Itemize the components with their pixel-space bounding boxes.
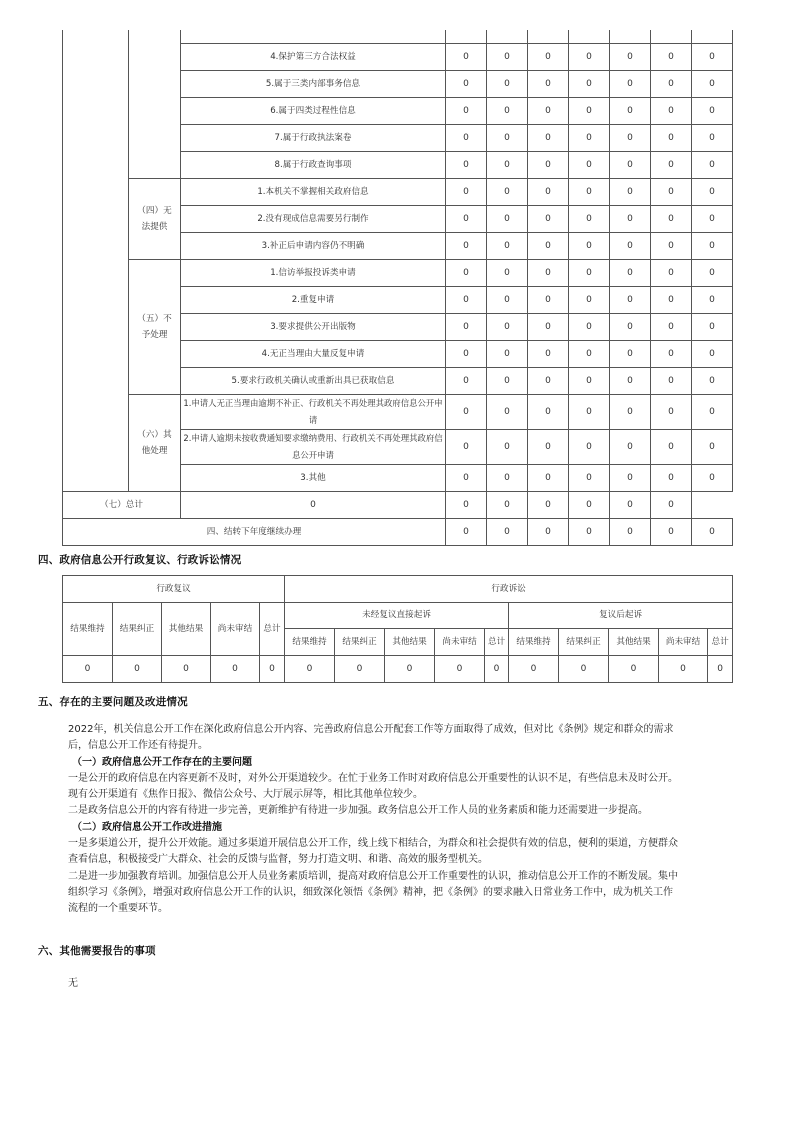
cell-value: 0 — [651, 368, 692, 395]
cell-value: 0 — [446, 287, 487, 314]
cell-value: 0 — [610, 395, 651, 430]
cell-value: 0 — [211, 656, 260, 683]
cell-value: 0 — [651, 125, 692, 152]
cell-value: 0 — [528, 98, 569, 125]
cell-value: 0 — [528, 125, 569, 152]
col-header: 结果纠正 — [113, 603, 162, 656]
section6-body: 无 — [68, 978, 78, 989]
cell-value: 0 — [692, 260, 733, 287]
cell-value: 0 — [435, 656, 485, 683]
cell-value: 0 — [692, 341, 733, 368]
row-label: 3.要求提供公开出版物 — [181, 314, 446, 341]
cell-value: 0 — [446, 179, 487, 206]
cell-value: 0 — [509, 656, 559, 683]
total-label: （七）总计 — [63, 492, 181, 519]
cell-value: 0 — [610, 314, 651, 341]
row-label: 5.要求行政机关确认或重新出具已获取信息 — [181, 368, 446, 395]
cell-value: 0 — [528, 152, 569, 179]
col-header: 总计 — [260, 603, 285, 656]
cell-value: 0 — [569, 44, 610, 71]
cell-value: 0 — [528, 465, 569, 492]
table-row — [63, 44, 733, 71]
group-cell-continued — [129, 44, 181, 179]
cell-value: 0 — [708, 656, 733, 683]
cell-value: 0 — [446, 314, 487, 341]
cell-value: 0 — [692, 152, 733, 179]
cell-value: 0 — [651, 71, 692, 98]
col-header: 结果维持 — [63, 603, 113, 656]
review-litigation-table — [62, 575, 733, 683]
cell-value: 0 — [528, 206, 569, 233]
cell-value: 0 — [569, 395, 610, 430]
cell-value: 0 — [446, 519, 487, 546]
improvement-line: 查看信息，积极接受广大群众、社会的反馈与监督，努力打造文明、和谐、高效的服务型机关。 — [68, 854, 488, 866]
cell-value: 0 — [610, 368, 651, 395]
table1-col-border — [445, 30, 446, 44]
cell-value: 0 — [651, 341, 692, 368]
cell-value: 0 — [487, 233, 528, 260]
cell-value: 0 — [485, 656, 509, 683]
improvement-line: 二是进一步加强教育培训。加强信息公开人员业务素质培训，提高对政府信息公开工作重要性的认识，推动信息公开工作的不断发展。集中 — [68, 870, 678, 882]
cell-value: 0 — [446, 98, 487, 125]
row-label: 1.信访举报投诉类申请 — [181, 260, 446, 287]
row-label: 3.补正后申请内容仍不明确 — [181, 233, 446, 260]
row-label: 6.属于四类过程性信息 — [181, 98, 446, 125]
row-label: 2.申请人逾期未按收费通知要求缴纳费用、行政机关不再处理其政府信息公开申请 — [181, 430, 446, 465]
cell-value: 0 — [446, 206, 487, 233]
table-row-carryover — [63, 519, 733, 546]
section5-heading: 五、存在的主要问题及改进情况 — [38, 696, 188, 708]
cell-value: 0 — [446, 368, 487, 395]
cell-value: 0 — [285, 656, 335, 683]
cell-value: 0 — [487, 44, 528, 71]
cell-value: 0 — [692, 430, 733, 465]
cell-value: 0 — [528, 314, 569, 341]
cell-value: 0 — [569, 152, 610, 179]
problem-line: 一是公开的政府信息在内容更新不及时，对外公开渠道较少。在忙于业务工作时对政府信息公开重要性的认识不足，有些信息未及时公开。 — [68, 772, 678, 784]
cell-value: 0 — [651, 287, 692, 314]
col-header: 其他结果 — [385, 629, 435, 656]
cell-value: 0 — [651, 206, 692, 233]
cell-value: 0 — [610, 341, 651, 368]
cell-value: 0 — [651, 465, 692, 492]
cell-value: 0 — [528, 430, 569, 465]
outer-category-cell — [63, 44, 129, 492]
row-label: 5.属于三类内部事务信息 — [181, 71, 446, 98]
subheading-problems: （一）政府信息公开工作存在的主要问题 — [72, 756, 252, 768]
cell-value: 0 — [528, 341, 569, 368]
cell-value: 0 — [487, 287, 528, 314]
table1-col-border — [527, 30, 528, 44]
cell-value: 0 — [528, 492, 569, 519]
cell-value: 0 — [446, 71, 487, 98]
group-label-unable-to-provide: （四）无法提供 — [129, 179, 181, 260]
cell-value: 0 — [569, 98, 610, 125]
row-label: 8.属于行政查询事项 — [181, 152, 446, 179]
improvement-line: 组织学习《条例》，增强对政府信息公开工作的认识，细致深化领悟《条例》精神，把《条例》的要求融入日常业务工作中，成为机关工作 — [68, 886, 673, 898]
cell-value: 0 — [63, 656, 113, 683]
cell-value: 0 — [487, 314, 528, 341]
cell-value: 0 — [569, 206, 610, 233]
col-header: 结果维持 — [285, 629, 335, 656]
table1-col-border — [568, 30, 569, 44]
cell-value: 0 — [651, 44, 692, 71]
cell-value: 0 — [446, 492, 487, 519]
table1-group-col-border — [180, 30, 181, 44]
cell-value: 0 — [610, 179, 651, 206]
cell-value: 0 — [528, 519, 569, 546]
cell-value: 0 — [610, 430, 651, 465]
cell-value: 0 — [487, 98, 528, 125]
cell-value: 0 — [487, 125, 528, 152]
cell-value: 0 — [610, 206, 651, 233]
cell-value: 0 — [692, 368, 733, 395]
cell-value: 0 — [487, 179, 528, 206]
cell-value: 0 — [446, 430, 487, 465]
cell-value: 0 — [651, 519, 692, 546]
cell-value: 0 — [569, 287, 610, 314]
cell-value: 0 — [610, 233, 651, 260]
cell-value: 0 — [610, 287, 651, 314]
cell-value: 0 — [610, 492, 651, 519]
cell-value: 0 — [692, 71, 733, 98]
cell-value: 0 — [528, 395, 569, 430]
cell-value: 0 — [162, 656, 211, 683]
cell-value: 0 — [528, 233, 569, 260]
cell-value: 0 — [487, 341, 528, 368]
col-header: 其他结果 — [162, 603, 211, 656]
cell-value: 0 — [528, 287, 569, 314]
cell-value: 0 — [260, 656, 285, 683]
table1-col-border — [691, 30, 692, 44]
col-header: 结果纠正 — [559, 629, 609, 656]
row-label: 4.保护第三方合法权益 — [181, 44, 446, 71]
improvement-line: 一是多渠道公开，提升公开效能。通过多渠道开展信息公开工作，线上线下相结合，为群众和社会提供有效的信息，便利的渠道，方便群众 — [68, 838, 678, 850]
cell-value: 0 — [487, 395, 528, 430]
cell-value: 0 — [610, 152, 651, 179]
cell-value: 0 — [692, 519, 733, 546]
admin-litigation-header: 行政诉讼 — [285, 576, 733, 603]
cell-value: 0 — [610, 465, 651, 492]
cell-value: 0 — [569, 260, 610, 287]
table-row — [63, 260, 733, 287]
cell-value: 0 — [651, 179, 692, 206]
cell-value: 0 — [692, 179, 733, 206]
cell-value: 0 — [651, 314, 692, 341]
cell-value: 0 — [609, 656, 659, 683]
cell-value: 0 — [528, 71, 569, 98]
cell-value: 0 — [385, 656, 435, 683]
cell-value: 0 — [651, 98, 692, 125]
cell-value: 0 — [569, 519, 610, 546]
cell-value: 0 — [569, 492, 610, 519]
col-header: 尚未审结 — [435, 629, 485, 656]
cell-value: 0 — [692, 44, 733, 71]
section4-heading: 四、政府信息公开行政复议、行政诉讼情况 — [38, 554, 242, 566]
table1-col-border — [650, 30, 651, 44]
cell-value: 0 — [651, 152, 692, 179]
cell-value: 0 — [651, 492, 692, 519]
cell-value: 0 — [446, 125, 487, 152]
table-row-total — [63, 492, 733, 519]
cell-value: 0 — [569, 341, 610, 368]
carryover-label: 四、结转下年度继续办理 — [63, 519, 446, 546]
cell-value: 0 — [446, 44, 487, 71]
cell-value: 0 — [692, 206, 733, 233]
cell-value: 0 — [446, 233, 487, 260]
cell-value: 0 — [651, 430, 692, 465]
cell-value: 0 — [487, 368, 528, 395]
cell-value: 0 — [610, 98, 651, 125]
cell-value: 0 — [610, 71, 651, 98]
table-row — [63, 395, 733, 430]
after-review-suit-header: 复议后起诉 — [509, 603, 733, 629]
intro-line: 后，信息公开工作还有待提升。 — [68, 740, 208, 752]
cell-value: 0 — [651, 260, 692, 287]
admin-review-header: 行政复议 — [63, 576, 285, 603]
cell-value: 0 — [610, 519, 651, 546]
cell-value: 0 — [659, 656, 708, 683]
table1-col-border — [486, 30, 487, 44]
row-label: 2.没有现成信息需要另行制作 — [181, 206, 446, 233]
cell-value: 0 — [487, 152, 528, 179]
cell-value: 0 — [446, 260, 487, 287]
cell-value: 0 — [651, 233, 692, 260]
cell-value: 0 — [610, 125, 651, 152]
application-handling-table — [62, 43, 733, 546]
table-row — [63, 179, 733, 206]
table-header-row — [63, 576, 733, 603]
group-label-not-processed: （五）不予处理 — [129, 260, 181, 395]
cell-value: 0 — [569, 368, 610, 395]
cell-value: 0 — [528, 44, 569, 71]
cell-value: 0 — [692, 395, 733, 430]
section6-heading: 六、其他需要报告的事项 — [38, 945, 156, 957]
cell-value: 0 — [446, 465, 487, 492]
cell-value: 0 — [692, 125, 733, 152]
table-header-row — [63, 603, 733, 629]
cell-value: 0 — [569, 430, 610, 465]
cell-value: 0 — [487, 465, 528, 492]
direct-suit-header: 未经复议直接起诉 — [285, 603, 509, 629]
cell-value: 0 — [446, 152, 487, 179]
cell-value: 0 — [610, 260, 651, 287]
col-header: 尚未审结 — [211, 603, 260, 656]
subheading-improvements: （二）政府信息公开工作改进措施 — [72, 821, 222, 833]
col-header: 结果纠正 — [335, 629, 385, 656]
cell-value: 0 — [692, 465, 733, 492]
cell-value: 0 — [569, 465, 610, 492]
cell-value: 0 — [651, 395, 692, 430]
row-label: 1.申请人无正当理由逾期不补正、行政机关不再处理其政府信息公开申请 — [181, 395, 446, 430]
col-header: 总计 — [485, 629, 509, 656]
cell-value: 0 — [528, 260, 569, 287]
section5-body — [68, 722, 734, 918]
cell-value: 0 — [446, 395, 487, 430]
cell-value: 0 — [569, 233, 610, 260]
col-header: 其他结果 — [609, 629, 659, 656]
cell-value: 0 — [487, 430, 528, 465]
col-header: 结果维持 — [509, 629, 559, 656]
intro-line: 2022年，机关信息公开工作在深化政府信息公开内容、完善政府信息公开配套工作等方面取得了成效，但对比《条例》规定和群众的需求 — [68, 724, 674, 735]
cell-value: 0 — [487, 206, 528, 233]
cell-value: 0 — [569, 71, 610, 98]
cell-value: 0 — [692, 287, 733, 314]
cell-value: 0 — [569, 314, 610, 341]
cell-value: 0 — [692, 314, 733, 341]
table1-right-border-top — [732, 30, 733, 44]
cell-value: 0 — [610, 44, 651, 71]
cell-value: 0 — [569, 125, 610, 152]
improvement-line: 流程的一个重要环节。 — [68, 903, 168, 915]
cell-value: 0 — [487, 260, 528, 287]
cell-value: 0 — [487, 492, 528, 519]
table1-col-border — [609, 30, 610, 44]
problem-line: 现有公开渠道有《焦作日报》、微信公众号、大厅展示屏等，相比其他单位较少。 — [68, 789, 423, 801]
col-header: 尚未审结 — [659, 629, 708, 656]
cell-value: 0 — [692, 233, 733, 260]
cell-value: 0 — [528, 179, 569, 206]
cell-value: 0 — [559, 656, 609, 683]
row-label: 4.无正当理由大量反复申请 — [181, 341, 446, 368]
cell-value: 0 — [487, 71, 528, 98]
row-label: 2.重复申请 — [181, 287, 446, 314]
cell-value: 0 — [692, 98, 733, 125]
row-label: 7.属于行政执法案卷 — [181, 125, 446, 152]
cell-value: 0 — [528, 368, 569, 395]
cell-value: 0 — [335, 656, 385, 683]
cell-value: 0 — [569, 179, 610, 206]
cell-value: 0 — [113, 656, 162, 683]
row-label: 3.其他 — [181, 465, 446, 492]
row-label: 1.本机关不掌握相关政府信息 — [181, 179, 446, 206]
cell-value: 0 — [446, 341, 487, 368]
table-row — [63, 656, 733, 683]
problem-line: 二是政务信息公开的内容有待进一步完善，更新维护有待进一步加强。政务信息公开工作人员的业务素质和能力还需要进一步提高。 — [68, 805, 648, 817]
cell-value: 0 — [181, 492, 446, 519]
cell-value: 0 — [487, 519, 528, 546]
col-header: 总计 — [708, 629, 733, 656]
group-label-other-handling: （六）其他处理 — [129, 395, 181, 492]
